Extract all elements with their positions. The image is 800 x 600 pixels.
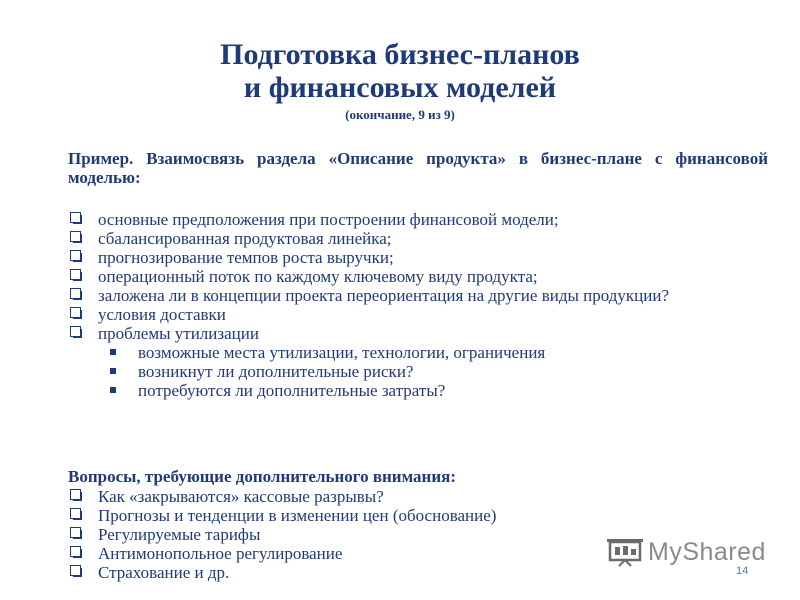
sublist-item-text: возникнут ли дополнительные риски?	[138, 362, 414, 381]
myshared-logo[interactable]	[606, 536, 766, 568]
checkbox-bullet-icon	[70, 269, 81, 280]
square-bullet-icon	[110, 368, 116, 374]
questions-heading: Вопросы, требующие дополнительного внимания:	[68, 467, 456, 486]
list-item	[68, 229, 768, 248]
checkbox-bullet-icon	[70, 508, 81, 519]
list-item	[68, 210, 768, 229]
list-item-text: Прогнозы и тенденции в изменении цен (обоснование)	[98, 506, 497, 525]
list-item	[68, 324, 768, 343]
utilization-sublist	[68, 343, 768, 400]
logo-text: MyShared	[648, 537, 766, 566]
page-number: 14	[736, 565, 749, 577]
slide-title-line2: и финансовых моделей	[243, 71, 557, 104]
square-bullet-icon	[110, 387, 116, 393]
list-item	[68, 487, 768, 506]
square-bullet-icon	[110, 349, 116, 355]
product-list	[68, 210, 768, 400]
slide-title	[0, 38, 800, 104]
checkbox-bullet-icon	[70, 527, 81, 538]
list-item-text: Как «закрываются» кассовые разрывы?	[98, 487, 384, 506]
list-item	[68, 248, 768, 267]
intro-paragraph: Пример. Взаимосвязь раздела «Описание продукта» в бизнес-плане с финансовой моделью:	[68, 149, 768, 187]
checkbox-bullet-icon	[70, 212, 81, 223]
slide-subtitle: (окончание, 9 из 9)	[345, 107, 455, 122]
list-item-text: Антимонопольное регулирование	[98, 544, 343, 563]
list-item-text: сбалансированная продуктовая линейка;	[98, 229, 392, 248]
slide-title-line1: Подготовка бизнес-планов	[220, 38, 580, 71]
checkbox-bullet-icon	[70, 489, 81, 500]
sublist-container	[68, 343, 768, 400]
projector-screen-icon	[606, 537, 644, 567]
list-item-text: условия доставки	[98, 305, 226, 324]
checkbox-bullet-icon	[70, 546, 81, 557]
checkbox-bullet-icon	[70, 565, 81, 576]
checkbox-bullet-icon	[70, 250, 81, 261]
list-item-text: Регулируемые тарифы	[98, 525, 261, 544]
list-item	[68, 305, 768, 324]
sublist-item-text: потребуются ли дополнительные затраты?	[138, 381, 446, 400]
checkbox-bullet-icon	[70, 307, 81, 318]
list-item	[68, 506, 768, 525]
list-item-text: Страхование и др.	[98, 563, 230, 582]
checkbox-bullet-icon	[70, 326, 81, 337]
list-item-text: прогнозирование темпов роста выручки;	[98, 248, 394, 267]
list-item	[68, 267, 768, 286]
list-item-text: основные предположения при построении финансовой модели;	[98, 210, 559, 229]
list-item-text: операционный поток по каждому ключевому виду продукта;	[98, 267, 538, 286]
checkbox-bullet-icon	[70, 288, 81, 299]
sublist-item	[68, 343, 768, 362]
checkbox-bullet-icon	[70, 231, 81, 242]
list-item-text: заложена ли в концепции проекта переориентация на другие виды продукции?	[98, 286, 669, 305]
list-item	[68, 286, 768, 305]
list-item-text: проблемы утилизации	[98, 324, 259, 343]
sublist-item-text: возможные места утилизации, технологии, ограничения	[138, 343, 546, 362]
sublist-item	[68, 362, 768, 381]
sublist-item	[68, 381, 768, 400]
